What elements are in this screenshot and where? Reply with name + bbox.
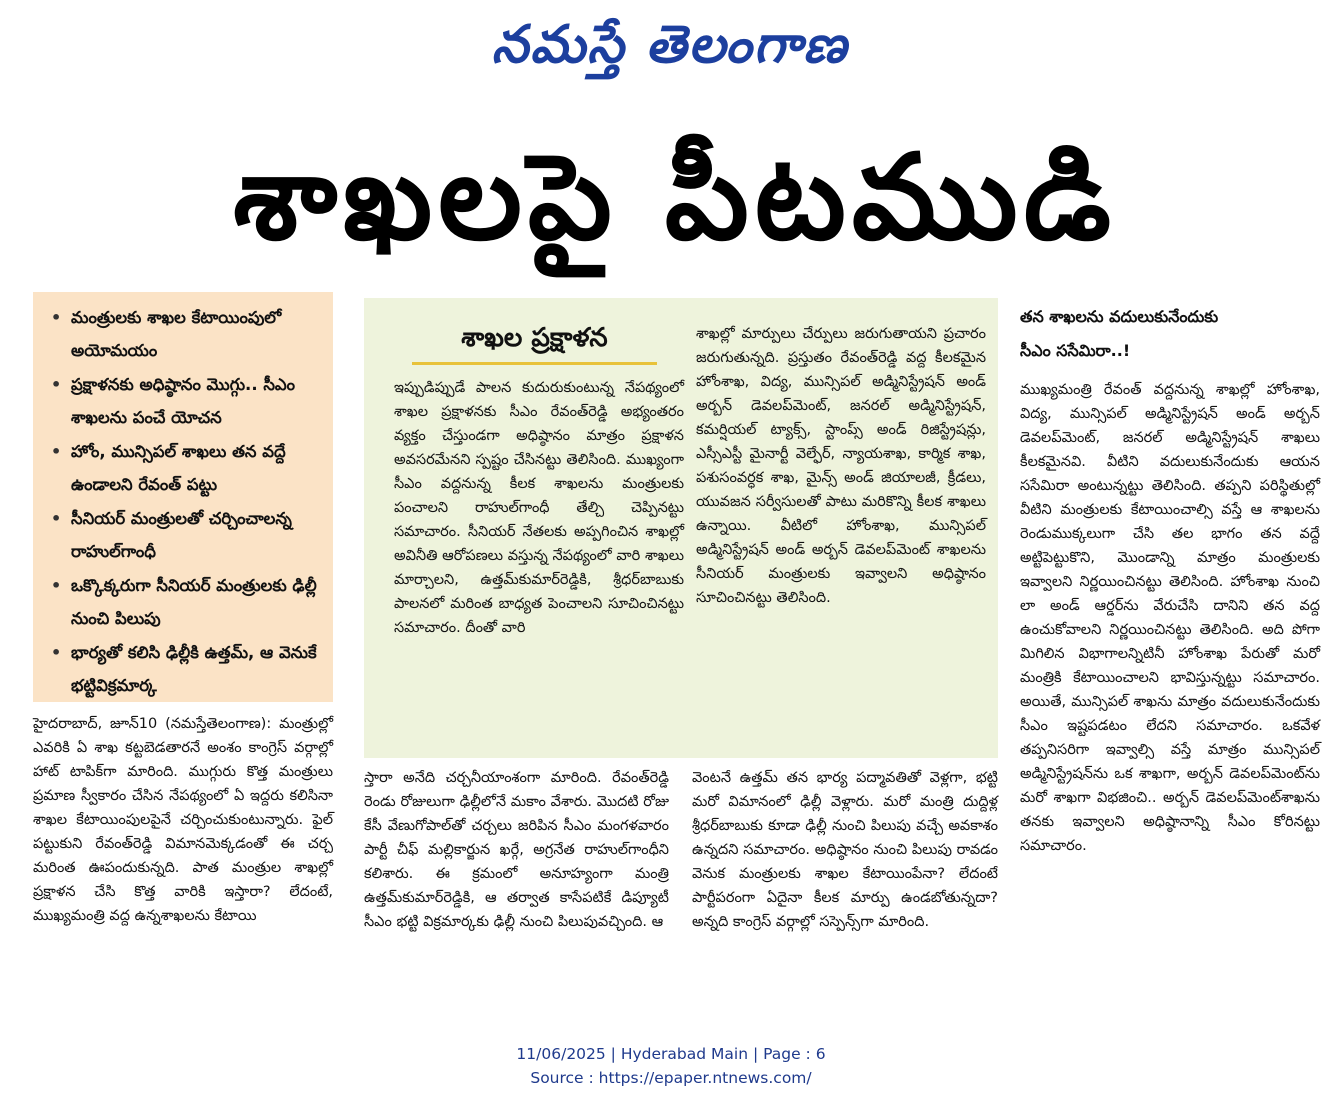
bullet-icon: •: [51, 509, 62, 528]
sidebox-column-1: [394, 376, 684, 640]
masthead-logo: నమస్తే తెలంగాణ: [491, 15, 849, 75]
bullet-icon: •: [51, 375, 62, 394]
highlight-item: [51, 570, 319, 635]
sidebox-column-2: [696, 322, 986, 610]
body-text-1: హైదరాబాద్, జూన్10 (నమస్తేతెలంగాణ): మంత్రుల్లో ఎవరికి ఏ శాఖ కట్టబెడతారనే అంశం కాంగ్రెస్ వర్గాల్లో హాట్ టాపిక్‌గా మారింది. ముగ్గురు కొత్త మంత్రులు ప్రమాణ స్వీకారం చేసిన నేపథ్యంలో ఏ ఇద్దరు కలిసినా శాఖల కేటాయింపులపైనే చర్చించుకుంటున్నారు. ఫైల్ పట్టుకుని రేవంత్‌రెడ్డి విమానమెక్కడంతో ఈ చర్చ మరింత ఊపందుకున్నది. పాత మంత్రుల శాఖల్లో ప్రక్షాళన చేసి కొత్త వారికి ఇస్తారా? లేదంటే, ముఖ్యమంత్రి వద్ద ఉన్నశాఖలను కేటాయి: [33, 716, 333, 924]
bullet-icon: •: [51, 643, 62, 662]
sidebox-title: శాఖల ప్రక్షాళన: [412, 318, 657, 365]
highlights-list: [51, 302, 319, 702]
column-4-subheading: [1020, 300, 1320, 368]
subheading-line-2: సీఎం ససేమిరా..!: [1020, 341, 1131, 360]
sidebar-article-box: [364, 298, 998, 758]
highlight-text: భార్యతో కలిసి ఢిల్లీకి ఉత్తమ్, ఆ వెనుకే భట్టివిక్రమార్క: [71, 643, 317, 695]
body-column-1: [33, 712, 333, 928]
highlight-item: [51, 302, 319, 367]
highlight-text: ప్రక్షాళనకు అధిష్ఠానం మొగ్గు.. సీఎం శాఖలను పంచే యోచన: [71, 375, 296, 427]
body-text-3: వెంటనే ఉత్తమ్ తన భార్య పద్మావతితో వెళ్లగా, భట్టి మరో విమానంలో ఢిల్లీ వెళ్లారు. మరో మంత్రి దుద్దిళ్ల శ్రీధర్‌బాబుకు కూడా ఢిల్లీ నుంచి పిలుపు వచ్చే అవకాశం ఉన్నదని సమాచారం. అధిష్ఠానం నుంచి పిలుపు రావడం వెనుక మంత్రులకు శాఖల కేటాయింపేనా? లేదంటే పార్టీపరంగా ఏదైనా కీలక మార్పు ఉండబోతున్నదా? అన్నది కాంగ్రెస్ వర్గాల్లో సస్పెన్స్‌గా మారింది.: [692, 770, 998, 930]
highlight-text: మంత్రులకు శాఖల కేటాయింపులో అయోమయం: [71, 308, 282, 360]
highlight-item: [51, 637, 319, 702]
body-column-3: [692, 766, 998, 934]
dateline-text: 11/06/2025 | Hyderabad Main | Page : 6: [516, 1045, 826, 1063]
source-link[interactable]: Source : https://epaper.ntnews.com/: [530, 1069, 812, 1087]
body-text-4: ముఖ్యమంత్రి రేవంత్ వద్దనున్న శాఖల్లో హోంశాఖ, విద్య, మున్సిపల్ అడ్మినిస్ట్రేషన్ అండ్ అర్బన్ డెవలప్‌మెంట్, జనరల్ అడ్మినిస్ట్రేషన్ శాఖలు కీలకమైనవి. వీటిని వదులుకునేందుకు ఆయన ససేమిరా అంటున్నట్టు తెలిసింది. తప్పని పరిస్థితుల్లో వీటిని మంత్రులకు కేటాయించాల్సి వస్తే ఆ శాఖలను రెండుముక్కలుగా చేసి తల భాగం తన వద్దే అట్టిపెట్టుకొని, మొండాన్ని మాత్రం మంత్రులకు ఇవ్వాలని నిర్ణయించినట్టు తెలిసింది. హోంశాఖ నుంచి లా అండ్ ఆర్డర్‌ను వేరుచేసి దానిని తన వద్ద ఉంచుకోవాలని నిర్ణయించినట్టు తెలిసింది. అది పోగా మిగిలిన విభాగాలన్నిటినీ హోంశాఖ పేరుతో మరో మంత్రికి కేటాయించాలని భావిస్తున్నట్టు సమాచారం. అయితే, మున్సిపల్ శాఖను మాత్రం వదులుకునేందుకు సీఎం ఇష్టపడటం లేదని సమాచారం. ఒకవేళ తప్పనిసరిగా ఇవ్వాల్సి వస్తే మాత్రం మున్సిపల్ అడ్మినిస్ట్రేషన్‌ను ఒక శాఖగా, అర్బన్ డెవలప్‌మెంట్‌ను మరో శాఖగా విభజించి.. అర్బన్ డెవలప్‌మెంట్‌శాఖను తనకు ఇవ్వాలని అధిష్ఠానాన్ని సీఎం కోరినట్టు సమాచారం.: [1020, 382, 1320, 854]
sidebox-text-2: శాఖల్లో మార్పులు చేర్పులు జరుగుతాయని ప్రచారం జరుగుతున్నది. ప్రస్తుతం రేవంత్‌రెడ్డి వద్ద కీలకమైన హోంశాఖ, విద్య, మున్సిపల్ అడ్మినిస్ట్రేషన్ అండ్ అర్బన్ డెవలప్‌మెంట్, జనరల్ అడ్మినిస్ట్రేషన్, కమర్షియల్ ట్యాక్స్, స్టాంప్స్ అండ్ రిజిస్ట్రేషన్లు, ఎస్సీఎస్టీ మైనార్టీ వెల్ఫేర్, న్యాయశాఖ, కార్మిక శాఖ, పశుసంవర్ధక శాఖ, మైన్స్ అండ్ జియాలజీ, క్రీడలు, యువజన సర్వీసులతో పాటు మరికొన్ని కీలక శాఖలు ఉన్నాయి. వీటిలో హోంశాఖ, మున్సిపల్ అడ్మినిస్ట్రేషన్ అండ్ అర్బన్ డెవలప్‌మెంట్ శాఖలను సీనియర్ మంత్రులకు ఇవ్వాలని అధిష్ఠానం సూచించినట్టు తెలిసింది.: [696, 326, 986, 606]
highlights-box: [33, 292, 333, 702]
body-column-2: [364, 766, 669, 934]
highlight-text: ఒక్కొక్కరుగా సీనియర్ మంత్రులకు ఢిల్లీ నుంచి పిలుపు: [71, 576, 317, 628]
sidebox-text-1: ఇప్పుడిప్పుడే పాలన కుదురుకుంటున్న నేపథ్యంలో శాఖల ప్రక్షాళనకు సీఎం రేవంత్‌రెడ్డి అభ్యంతరం వ్యక్తం చేస్తుండగా అధిష్ఠానం మాత్రం ప్రక్షాళన అవసరమేనని స్పష్టం చేసినట్టు తెలిసింది. ముఖ్యంగా సీఎం వద్దనున్న కీలక శాఖలను మంత్రులకు పంచాలని రాహుల్‌గాంధీ తేల్చి చెప్పినట్టు సమాచారం. సీనియర్ నేతలకు అప్పగించిన శాఖల్లో అవినీతి ఆరోపణలు వస్తున్న నేపథ్యంలో వారి శాఖలు మార్చాలని, ఉత్తమ్‌కుమార్‌రెడ్డికి, శ్రీధర్‌బాబుకు పాలనలో మరింత బాధ్యత పెంచాలని సూచించినట్టు సమాచారం. దీంతో వారి: [394, 380, 684, 636]
highlight-item: [51, 436, 319, 501]
bullet-icon: •: [51, 308, 62, 327]
body-text-2: స్తారా అనేది చర్చనీయాంశంగా మారింది. రేవంత్‌రెడ్డి రెండు రోజులుగా ఢిల్లీలోనే మకాం వేశారు. మొదటి రోజు కేసీ వేణుగోపాల్‌తో చర్చలు జరిపిన సీఎం మంగళవారం పార్టీ చీఫ్ మల్లికార్జున ఖర్గే, అగ్రనేత రాహుల్‌గాంధీని కలిశారు. ఈ క్రమంలో అనూహ్యంగా మంత్రి ఉత్తమ్‌కుమార్‌రెడ్డికి, ఆ తర్వాత కాసేపటికే డిప్యూటీ సీఎం భట్టి విక్రమార్కకు ఢిల్లీ నుంచి పిలుపువచ్చింది. ఆ: [364, 770, 669, 930]
highlight-text: హోం, మున్సిపల్ శాఖలు తన వద్దే ఉండాలని రేవంత్ పట్టు: [71, 442, 286, 494]
headline: శాఖలపై పీటముడి: [233, 128, 1117, 266]
highlight-item: [51, 503, 319, 568]
subheading-line-1: తన శాఖలను వదులుకునేందుకు: [1020, 307, 1219, 326]
highlight-text: సీనియర్ మంత్రులతో చర్చించాలన్న రాహుల్‌గాంధీ: [71, 509, 292, 561]
bullet-icon: •: [51, 576, 62, 595]
footer-dateline: [0, 1042, 1342, 1090]
highlight-item: [51, 369, 319, 434]
body-column-4: [1020, 378, 1320, 858]
bullet-icon: •: [51, 442, 62, 461]
